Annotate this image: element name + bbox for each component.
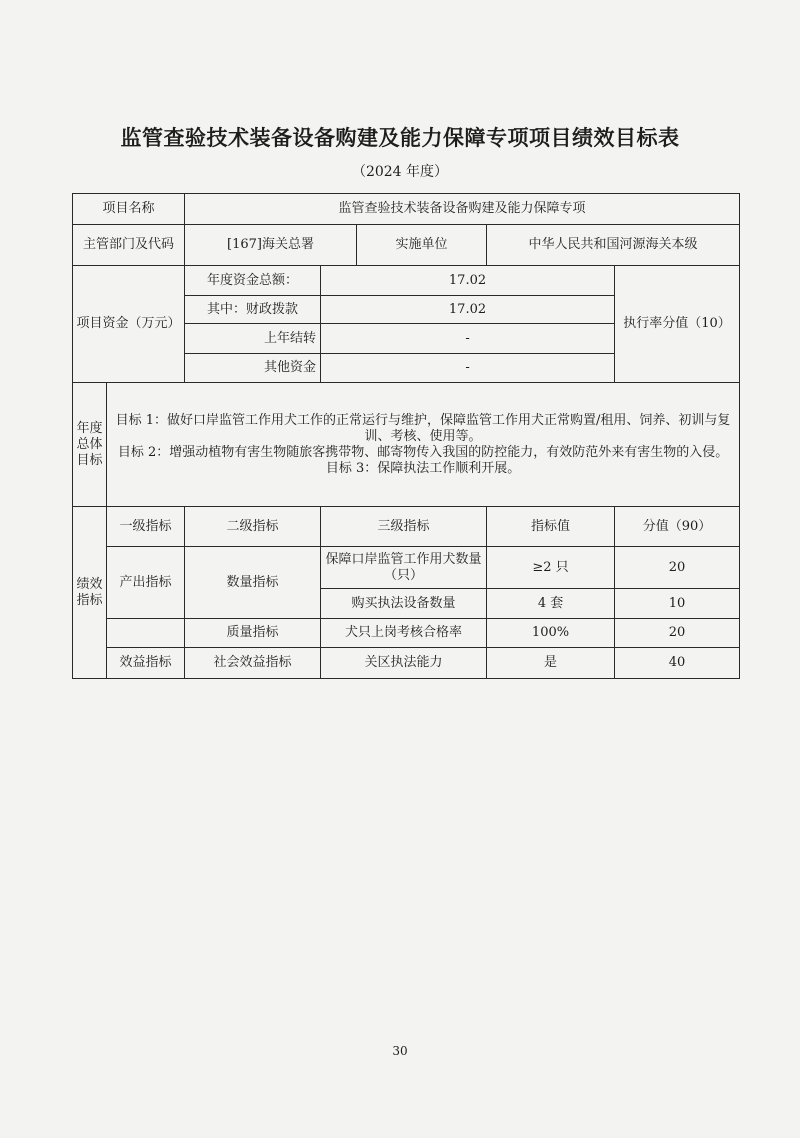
annual-goals-content <box>107 383 740 507</box>
indicator-header: 二级指标 <box>185 507 321 547</box>
level3-indicator: 保障口岸监管工作用犬数量（只） <box>321 547 487 589</box>
indicator-header: 指标值 <box>487 507 615 547</box>
page-title: 监管查验技术装备设备购建及能力保障专项项目绩效目标表 <box>120 126 680 150</box>
indicator-row <box>73 648 740 679</box>
indicator-score: 20 <box>615 619 740 648</box>
execution-rate-score-label: 执行率分值（10） <box>615 266 740 383</box>
indicator-header: 三级指标 <box>321 507 487 547</box>
implementing-unit-label: 实施单位 <box>357 225 487 266</box>
project-name-row <box>73 194 740 225</box>
page-subtitle: （2024 年度） <box>351 164 449 180</box>
level3-indicator: 犬只上岗考核合格率 <box>321 619 487 648</box>
department-value: [167]海关总署 <box>185 225 357 266</box>
indicator-score: 10 <box>615 589 740 619</box>
page-number: 30 <box>392 1044 408 1058</box>
indicator-score: 40 <box>615 648 740 679</box>
indicator-value: 是 <box>487 648 615 679</box>
performance-target-table <box>72 193 740 679</box>
funds-row-value: - <box>321 324 615 354</box>
funds-row-label: 其中：财政拨款 <box>185 296 321 324</box>
funds-row <box>73 266 740 296</box>
level2-indicator: 质量指标 <box>185 619 321 648</box>
annual-goals-label: 年度总体目标 <box>73 383 107 507</box>
project-name-label: 项目名称 <box>73 194 185 225</box>
funds-label: 项目资金（万元） <box>73 266 185 383</box>
annual-goals-row <box>73 383 740 507</box>
funds-row-value: 17.02 <box>321 296 615 324</box>
funds-row-value: 17.02 <box>321 266 615 296</box>
indicator-value: 4 套 <box>487 589 615 619</box>
indicators-label: 绩效指标 <box>73 507 107 679</box>
funds-row-value: - <box>321 354 615 383</box>
indicator-score: 20 <box>615 547 740 589</box>
level2-indicator: 数量指标 <box>185 547 321 619</box>
indicator-header-row <box>73 507 740 547</box>
funds-row-label: 年度资金总额： <box>185 266 321 296</box>
funds-row-label: 其他资金 <box>185 354 321 383</box>
indicator-header: 一级指标 <box>107 507 185 547</box>
indicator-header: 分值（90） <box>615 507 740 547</box>
indicator-value: 100% <box>487 619 615 648</box>
level3-indicator: 购买执法设备数量 <box>321 589 487 619</box>
department-label: 主管部门及代码 <box>73 225 185 266</box>
level2-indicator: 社会效益指标 <box>185 648 321 679</box>
indicator-row <box>73 619 740 648</box>
level1-indicator: 效益指标 <box>107 648 185 679</box>
goal-item: 目标 2：增强动植物有害生物随旅客携带物、邮寄物传入我国的防控能力，有效防范外来有害生物的入侵。 <box>117 444 729 460</box>
goal-item: 目标 1：做好口岸监管工作用犬工作的正常运行与维护，保障监管工作用犬正常购置/租用、饲养、初训与复训、考核、使用等。 <box>115 412 731 444</box>
level1-indicator-empty <box>107 619 185 648</box>
implementing-unit-value: 中华人民共和国河源海关本级 <box>487 225 740 266</box>
project-name-value: 监管查验技术装备设备购建及能力保障专项 <box>185 194 740 225</box>
department-row <box>73 225 740 266</box>
funds-row-label: 上年结转 <box>185 324 321 354</box>
level3-indicator: 关区执法能力 <box>321 648 487 679</box>
goal-item: 目标 3：保障执法工作顺利开展。 <box>325 460 521 476</box>
level1-indicator: 产出指标 <box>107 547 185 619</box>
indicator-value: ≥2 只 <box>487 547 615 589</box>
indicator-row <box>73 547 740 589</box>
